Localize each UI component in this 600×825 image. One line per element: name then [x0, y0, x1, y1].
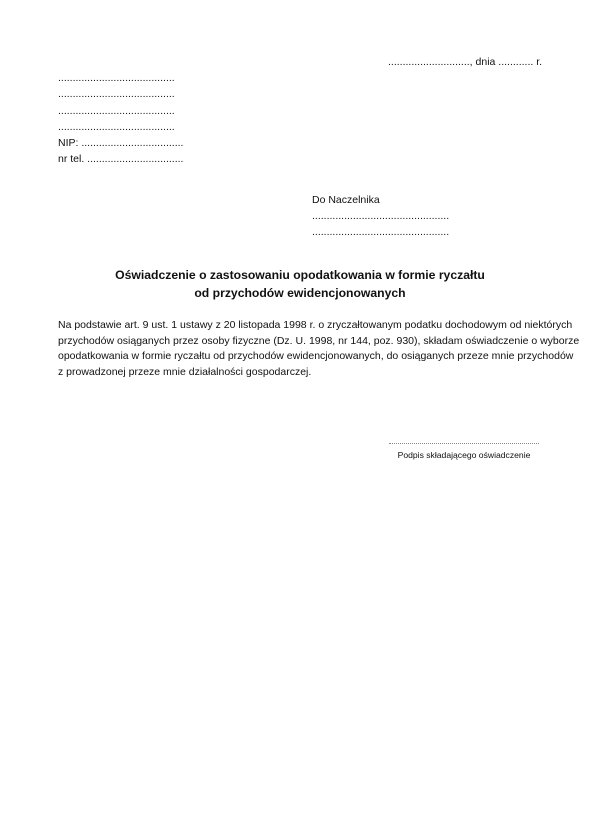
recipient-title: Do Naczelnika	[312, 194, 380, 206]
declaration-body	[58, 318, 579, 380]
sender-line-4[interactable]: ........................................	[58, 120, 175, 133]
body-line-4: z prowadzonej przeze mnie działalności gospodarczej.	[58, 365, 312, 378]
signature-label: Podpis składającego oświadczenie	[397, 450, 531, 460]
recipient-line-2[interactable]: ...............................................	[312, 226, 450, 238]
sender-line-2[interactable]: ........................................	[58, 88, 175, 101]
body-line-3: opodatkowania w formie ryczałtu od przychodów ewidencjonowanych, do osiąganych przeze mnie przychodów	[58, 350, 574, 362]
phone-field[interactable]: nr tel. .................................	[58, 153, 184, 166]
sender-line-1[interactable]: ........................................	[58, 72, 175, 84]
signature-line[interactable]	[389, 443, 539, 444]
document-title-line-1: Oświadczenie o zastosowaniu opodatkowania w formie ryczałtu	[115, 268, 485, 282]
recipient-block	[312, 192, 449, 240]
nip-field[interactable]: NIP: ...................................	[58, 137, 184, 150]
document-title-line-2: od przychodów ewidencjonowanych	[194, 286, 406, 300]
sender-block	[58, 70, 183, 168]
body-line-2: przychodów osiąganych przez osoby fizyczne (Dz. U. 1998, nr 144, poz. 930), składam oświadczenie o wyborze	[58, 334, 580, 347]
sender-line-3[interactable]: ........................................	[58, 104, 175, 117]
recipient-line-1[interactable]: ...............................................	[312, 210, 450, 222]
body-line-1: Na podstawie art. 9 ust. 1 ustawy z 20 listopada 1998 r. o zryczałtowanym podatku dochodowym od niektórych	[58, 319, 573, 331]
place-date-field[interactable]: ............................, dnia ............ r.	[388, 56, 543, 68]
document-title	[0, 266, 600, 302]
